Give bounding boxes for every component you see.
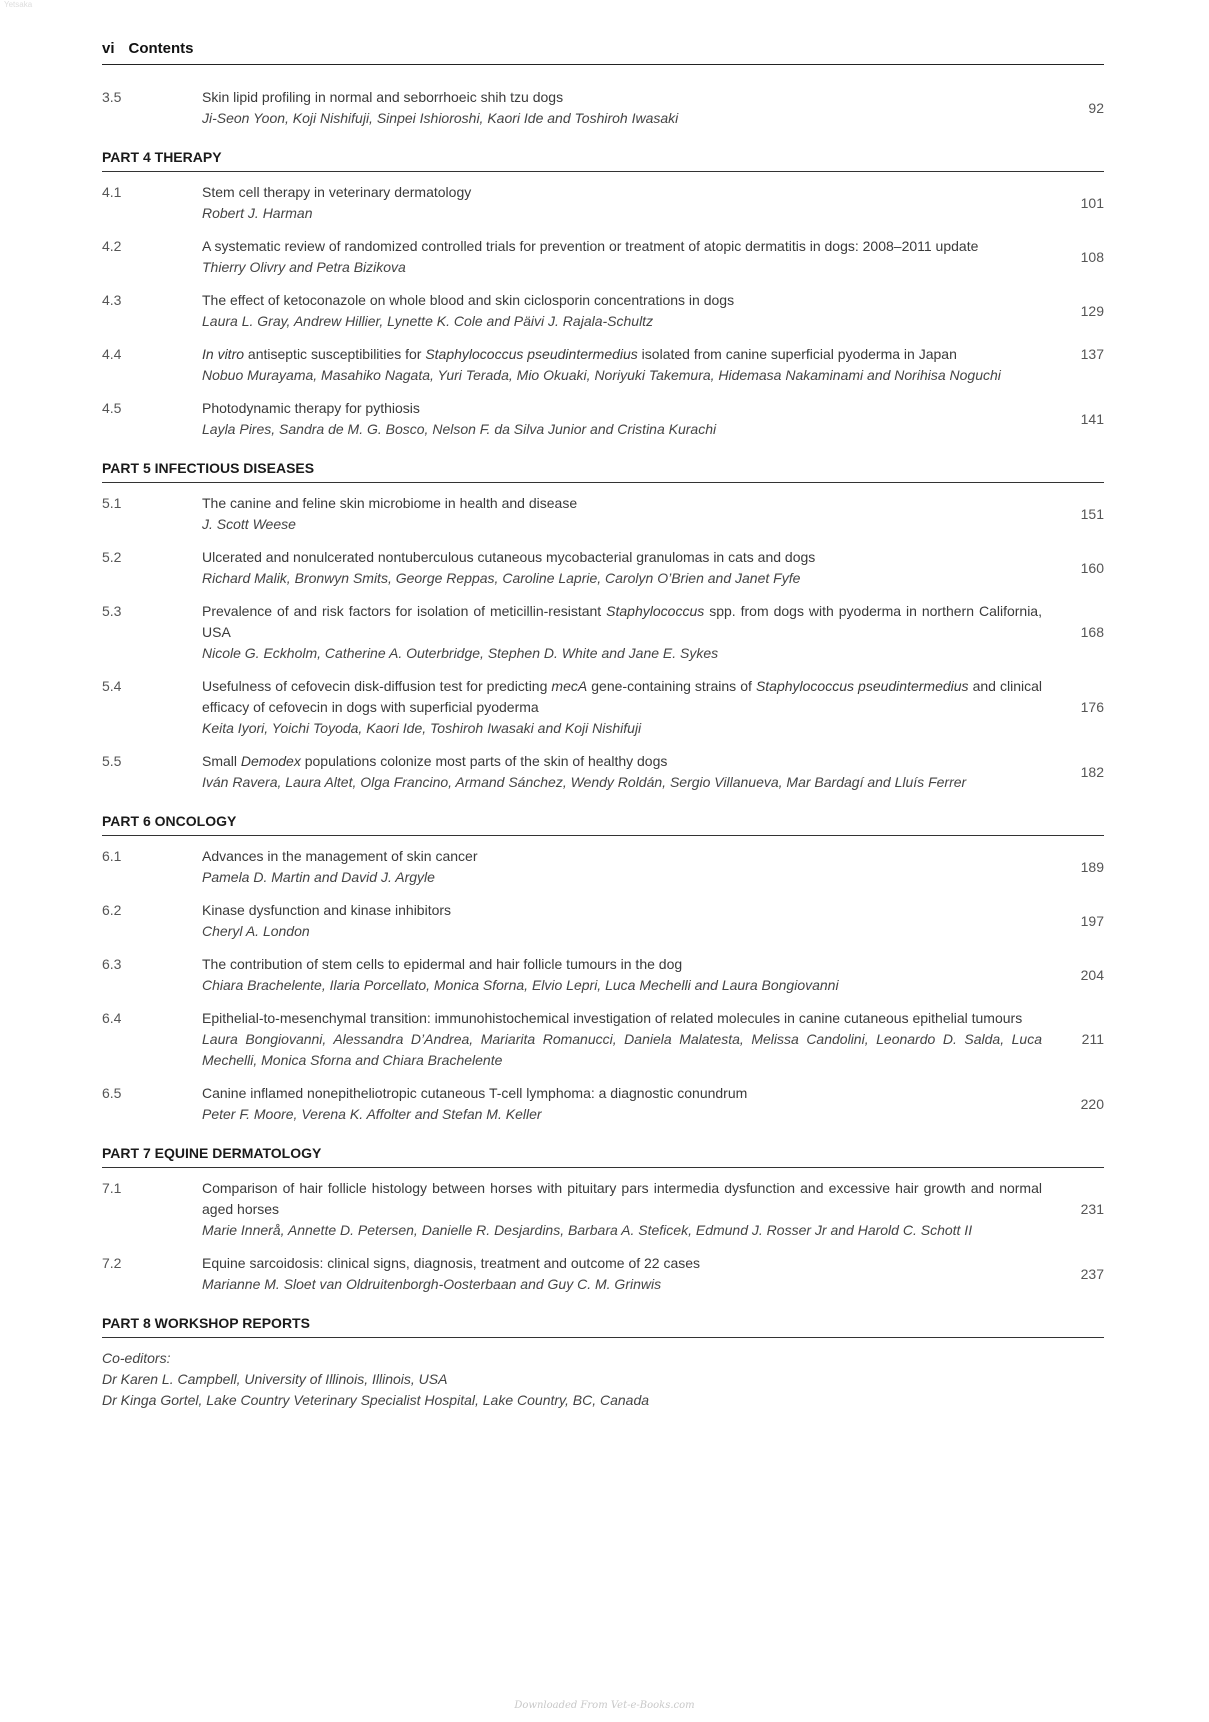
coeditors [102,1348,1104,1411]
entry-body [202,236,1042,278]
entry-body [202,290,1042,332]
entry-title: The contribution of stem cells to epidermal and hair follicle tumours in the dog [202,956,683,972]
part-heading: PART 6 ONCOLOGY [102,813,1104,836]
entry-title: Epithelial-to-mesenchymal transition: immunohistochemical investigation of related molecules in canine cutaneous epithelial tumours [202,1010,1023,1026]
entry-body [202,751,1042,793]
entry-number: 4.1 [102,184,122,200]
entry-title: Usefulness of cefovecin disk-diffusion test for predicting mecA gene-containing strains of Staphylococcus pseudintermedius and clinical efficacy of cefovecin in dogs with superficial pyoderma [202,678,1042,715]
toc-entry [102,493,1104,535]
entry-number: 4.4 [102,346,122,362]
entry-authors: Laura Bongiovanni, Alessandra D’Andrea, Mariarita Romanucci, Daniela Malatesta, Melissa Candolini, Leonardo D. Salda, Luca Mechelli, Monica Sforna and Chiara Brachelente [202,1031,1042,1068]
entry-authors: J. Scott Weese [202,516,296,532]
entry-number: 6.2 [102,902,122,918]
toc-entry [102,1253,1104,1295]
entry-number: 3.5 [102,89,122,105]
toc-entry [102,900,1104,942]
entry-title: Comparison of hair follicle histology between horses with pituitary pars intermedia dysfunction and excessive hair growth and normal aged horses [202,1180,1042,1217]
running-head [102,40,1104,65]
entry-authors: Nobuo Murayama, Masahiko Nagata, Yuri Terada, Mio Okuaki, Noriyuki Takemura, Hidemasa Nakaminami and Norihisa Noguchi [202,367,1001,383]
entry-body [202,182,1042,224]
toc-entry [102,1083,1104,1125]
entry-number: 5.4 [102,678,122,694]
entry-number: 6.1 [102,848,122,864]
watermark-top: Yetsaka [4,0,33,9]
entry-authors: Marie Innerå, Annette D. Petersen, Danielle R. Desjardins, Barbara A. Steficek, Edmund J. Rosser Jr and Harold C. Schott II [202,1222,973,1238]
entry-body [202,846,1042,888]
entry-page-number: 108 [1080,248,1104,265]
contents-page [102,40,1104,1411]
entry-page-number: 129 [1080,302,1104,319]
entry-page-number: 101 [1080,194,1104,211]
part-heading: PART 4 THERAPY [102,149,1104,172]
entry-authors: Iván Ravera, Laura Altet, Olga Francino, Armand Sánchez, Wendy Roldán, Sergio Villanueva, Mar Bardagí and Lluís Ferrer [202,774,967,790]
entry-body [202,1083,1042,1125]
entry-number: 6.5 [102,1085,122,1101]
toc-entry [102,954,1104,996]
entry-body [202,1008,1042,1071]
entry-page-number: 182 [1080,763,1104,780]
toc-entry [102,87,1104,129]
entry-number: 7.1 [102,1180,122,1196]
entry-page-number: 92 [1088,99,1104,116]
coeditor-line: Dr Karen L. Campbell, University of Illinois, Illinois, USA [102,1371,448,1387]
entry-page-number: 176 [1080,699,1104,715]
entry-authors: Layla Pires, Sandra de M. G. Bosco, Nelson F. da Silva Junior and Cristina Kurachi [202,421,717,437]
toc-entry [102,398,1104,440]
toc-entry [102,547,1104,589]
entry-page-number: 141 [1080,410,1104,427]
part-heading: PART 8 WORKSHOP REPORTS [102,1315,1104,1338]
entry-page-number: 160 [1080,559,1104,576]
entry-authors: Robert J. Harman [202,205,313,221]
entry-authors: Thierry Olivry and Petra Bizikova [202,259,406,275]
entry-title: Photodynamic therapy for pythiosis [202,400,420,416]
entry-authors: Keita Iyori, Yoichi Toyoda, Kaori Ide, Toshiroh Iwasaki and Koji Nishifuji [202,720,642,736]
entry-number: 5.1 [102,495,122,511]
entry-title: The canine and feline skin microbiome in health and disease [202,495,578,511]
entry-title: Kinase dysfunction and kinase inhibitors [202,902,452,918]
parts-list [102,149,1104,1338]
entry-title: Advances in the management of skin cancer [202,848,478,864]
toc-entry [102,182,1104,224]
part-heading: PART 5 INFECTIOUS DISEASES [102,460,1104,483]
entry-page-number: 237 [1080,1265,1104,1282]
entry-authors: Pamela D. Martin and David J. Argyle [202,869,435,885]
entry-page-number: 220 [1080,1095,1104,1112]
coeditor-line: Dr Kinga Gortel, Lake Country Veterinary Specialist Hospital, Lake Country, BC, Canada [102,1392,650,1408]
entry-body [202,954,1042,996]
entry-body [202,601,1042,664]
entry-page-number: 137 [1080,346,1104,362]
entry-number: 4.5 [102,400,122,416]
entry-number: 5.3 [102,603,122,619]
entry-title: Skin lipid profiling in normal and seborrhoeic shih tzu dogs [202,89,564,105]
entry-number: 7.2 [102,1255,122,1271]
toc-entry [102,846,1104,888]
entry-title: In vitro antiseptic susceptibilities for Staphylococcus pseudintermedius isolated from canine superficial pyoderma in Japan [202,346,957,362]
entry-authors: Cheryl A. London [202,923,310,939]
part-heading: PART 7 EQUINE DERMATOLOGY [102,1145,1104,1168]
entry-body [202,493,1042,535]
entry-title: Stem cell therapy in veterinary dermatology [202,184,472,200]
entry-body [202,1253,1042,1295]
watermark-bottom: Downloaded From Vet-e-Books.com [514,1700,695,1711]
entry-page-number: 168 [1080,624,1104,640]
entry-page-number: 197 [1080,912,1104,929]
entry-body [202,676,1042,739]
entry-authors: Nicole G. Eckholm, Catherine A. Outerbridge, Stephen D. White and Jane E. Sykes [202,645,719,661]
folio: vi [102,40,115,57]
entry-title: Prevalence of and risk factors for isolation of meticillin-resistant Staphylococcus spp. from dogs with pyoderma in northern California, USA [202,603,1042,640]
running-title: Contents [128,40,194,57]
entry-body [202,398,1042,440]
entry-authors: Marianne M. Sloet van Oldruitenborgh-Oosterbaan and Guy C. M. Grinwis [202,1276,662,1292]
entry-body [202,87,1042,129]
entry-body [202,900,1042,942]
entry-title: Small Demodex populations colonize most parts of the skin of healthy dogs [202,753,668,769]
entry-page-number: 204 [1080,966,1104,983]
entry-authors: Peter F. Moore, Verena K. Affolter and Stefan M. Keller [202,1106,542,1122]
entry-title: The effect of ketoconazole on whole blood and skin ciclosporin concentrations in dogs [202,292,735,308]
entry-authors: Laura L. Gray, Andrew Hillier, Lynette K. Cole and Päivi J. Rajala-Schultz [202,313,654,329]
entry-body [202,547,1042,589]
toc-entry [102,344,1104,386]
entry-title: Ulcerated and nonulcerated nontuberculous cutaneous mycobacterial granulomas in cats and dogs [202,549,816,565]
toc-entry [102,290,1104,332]
entry-number: 4.2 [102,238,122,254]
toc-entry [102,601,1104,664]
entry-title: Equine sarcoidosis: clinical signs, diagnosis, treatment and outcome of 22 cases [202,1255,701,1271]
entry-number: 4.3 [102,292,122,308]
entry-page-number: 151 [1080,505,1104,522]
toc-entry [102,1008,1104,1071]
entry-body [202,1178,1042,1241]
entry-page-number: 189 [1080,858,1104,875]
entry-page-number: 211 [1081,1031,1104,1047]
toc-entry [102,751,1104,793]
coeditors-label: Co-editors: [102,1350,171,1366]
toc-entry [102,676,1104,739]
entry-number: 6.3 [102,956,122,972]
entry-authors: Ji-Seon Yoon, Koji Nishifuji, Sinpei Ishioroshi, Kaori Ide and Toshiroh Iwasaki [202,110,679,126]
toc-entry [102,1178,1104,1241]
pre-entries [102,87,1104,129]
entry-number: 5.5 [102,753,122,769]
entry-authors: Chiara Brachelente, Ilaria Porcellato, Monica Sforna, Elvio Lepri, Luca Mechelli and Laura Bongiovanni [202,977,839,993]
entry-number: 6.4 [102,1010,122,1026]
entry-title: Canine inflamed nonepitheliotropic cutaneous T-cell lymphoma: a diagnostic conundrum [202,1085,748,1101]
entry-page-number: 231 [1080,1201,1104,1217]
entry-body [202,344,1042,386]
entry-authors: Richard Malik, Bronwyn Smits, George Reppas, Caroline Laprie, Carolyn O’Brien and Janet Fyfe [202,570,801,586]
toc-entry [102,236,1104,278]
entry-number: 5.2 [102,549,122,565]
entry-title: A systematic review of randomized controlled trials for prevention or treatment of atopic dermatitis in dogs: 2008–2011 update [202,238,979,254]
